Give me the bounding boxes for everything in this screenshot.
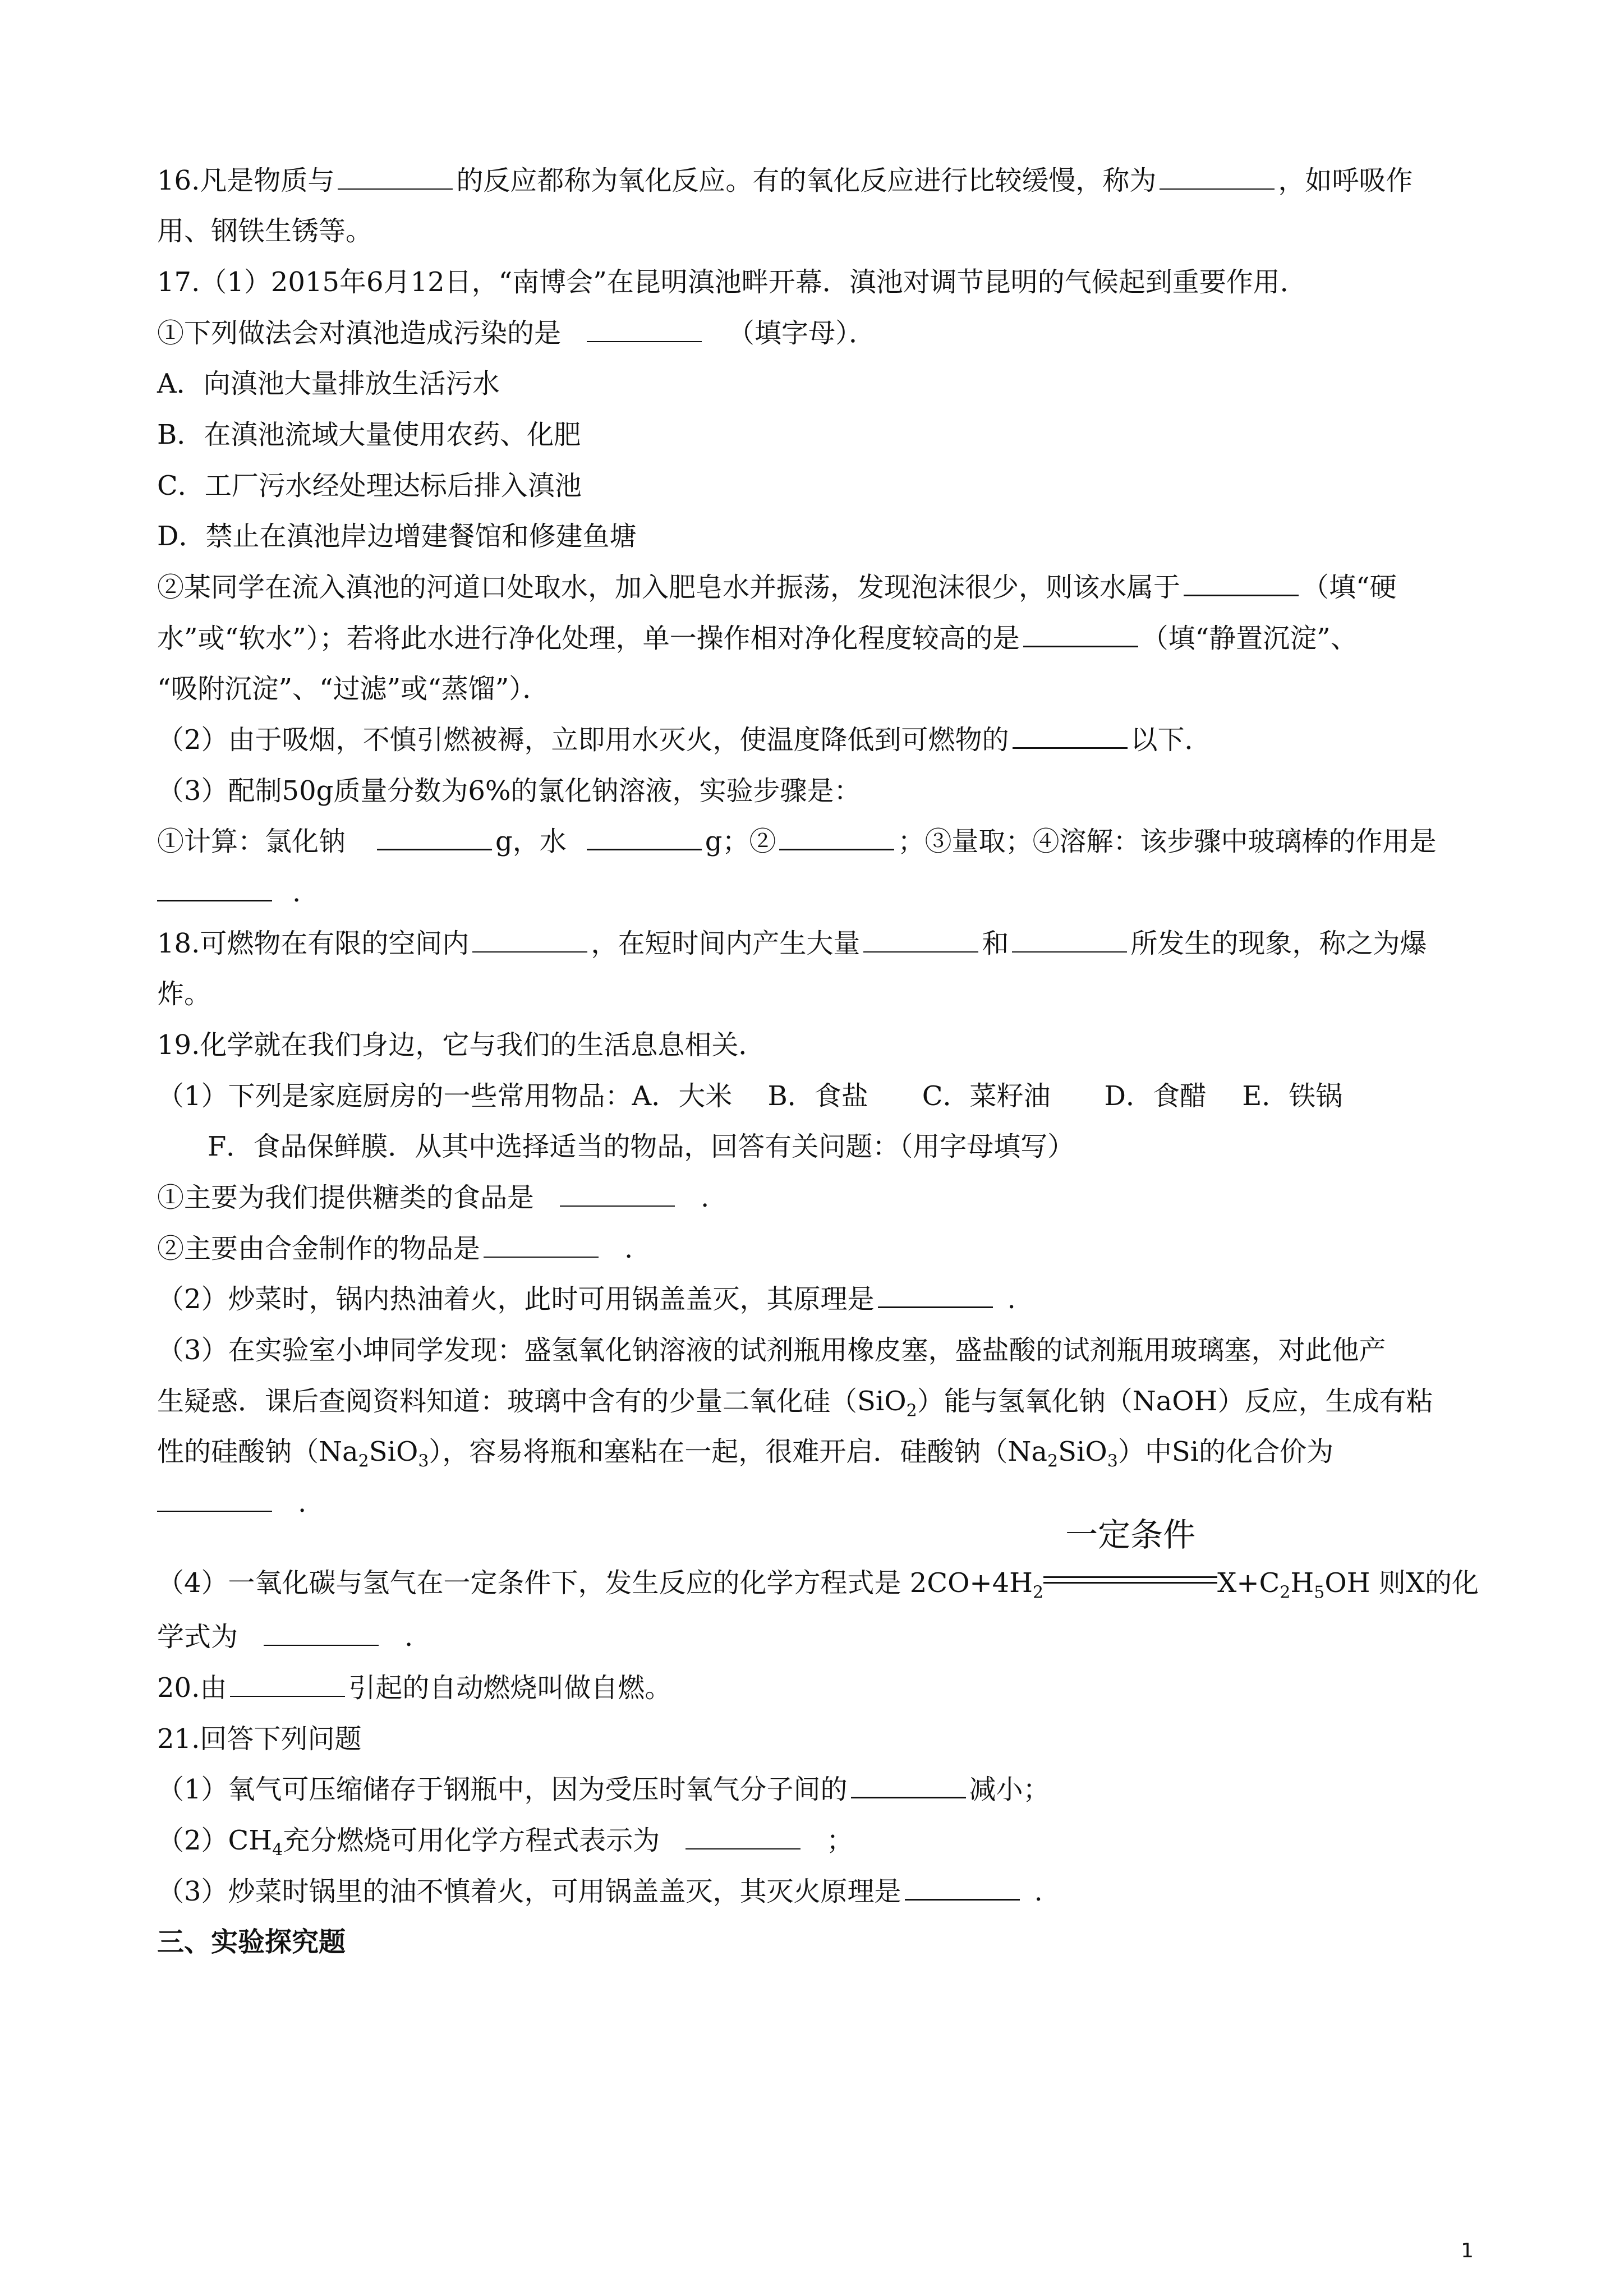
q21-intro <box>157 1722 1515 1756</box>
subscript: 2 <box>358 1451 369 1471</box>
blank <box>157 1488 272 1512</box>
blank <box>1023 623 1138 647</box>
text: （3）配制50g质量分数为6%的氯化钠溶液，实验步骤是： <box>157 775 861 807</box>
text: ②某同学在流入滇池的河道口处取水，加入肥皂水并振荡，发现泡沫很少，则该水属于 <box>157 572 1181 603</box>
text: （3）在实验室小坤同学发现：盛氢氧化钠溶液的试剂瓶用橡皮塞，盛盐酸的试剂瓶用玻璃塞，对此他产 <box>157 1335 1386 1366</box>
condition-label: 一定条件 <box>1065 1516 1196 1554</box>
text: X+C <box>1217 1567 1280 1599</box>
text: （填字母）． <box>728 318 876 349</box>
text: . <box>298 1487 307 1519</box>
q18-line1 <box>157 927 1515 960</box>
text: 引起的自动燃烧叫做自燃。 <box>348 1672 672 1704</box>
subscript: 3 <box>1107 1451 1118 1471</box>
q21-part1 <box>157 1773 1515 1806</box>
q19-part3-line4 <box>157 1486 1515 1520</box>
text: （填“静置沉淀”、 <box>1141 623 1358 654</box>
text: 以下． <box>1130 724 1212 756</box>
text: . <box>624 1233 633 1264</box>
q19-sub1 <box>157 1181 1515 1214</box>
text: 20.由 <box>157 1672 227 1704</box>
blank <box>587 319 702 342</box>
reaction-condition <box>1043 1516 1217 1592</box>
text: SiO <box>1058 1436 1107 1467</box>
text: ①计算：氯化钠 <box>157 826 346 857</box>
section-heading <box>157 1925 1515 1959</box>
text: . <box>404 1621 413 1653</box>
text: ①主要为我们提供糖类的食品是 <box>157 1182 535 1213</box>
text: 21.回答下列问题 <box>157 1723 362 1755</box>
text: ）中Si的化合价为 <box>1117 1436 1334 1467</box>
q19-part3-line1 <box>157 1333 1515 1367</box>
q17-sub2-line3 <box>157 672 1515 706</box>
text: . <box>1034 1876 1043 1907</box>
q17-sub1 <box>157 316 1515 350</box>
text: 炸。 <box>157 978 211 1010</box>
subscript: 2 <box>1280 1582 1291 1603</box>
equals-bar-bottom <box>1043 1582 1217 1584</box>
text: ；③量取；④溶解：该步骤中玻璃棒的作用是 <box>898 826 1437 857</box>
text: （2）炒菜时，锅内热油着火，此时可用锅盖盖灭，其原理是 <box>157 1283 875 1315</box>
q16-line2 <box>157 214 1515 248</box>
blank <box>587 826 702 850</box>
text: . <box>292 877 301 908</box>
text: . <box>701 1182 710 1213</box>
text: D．禁止在滇池岸边增建餐馆和修建鱼塘 <box>157 521 637 552</box>
text: F．食品保鲜膜．从其中选择适当的物品，回答有关问题：（用字母填写） <box>208 1131 1075 1162</box>
blank <box>157 877 272 901</box>
q17-part3 <box>157 774 1515 808</box>
text: SiO <box>369 1436 418 1467</box>
text: 减小； <box>969 1774 1050 1805</box>
text: H <box>1290 1567 1314 1599</box>
q19-part1-line1 <box>157 1079 1515 1113</box>
text: ），容易将瓶和塞粘在一起，很难开启．硅酸钠（Na <box>429 1436 1048 1467</box>
blank <box>377 826 492 850</box>
text: . <box>1007 1283 1016 1315</box>
blank <box>863 929 978 953</box>
text: “吸附沉淀”、“过滤”或“蒸馏”）． <box>157 673 550 705</box>
text: g，水 <box>495 826 567 857</box>
text: 的反应都称为氧化反应。有的氧化反应进行比较缓慢，称为 <box>456 165 1157 196</box>
blank <box>686 1826 801 1849</box>
blank <box>264 1622 379 1646</box>
text: ②主要由合金制作的物品是 <box>157 1233 481 1264</box>
q19-intro <box>157 1028 1515 1062</box>
text: 和 <box>982 928 1009 959</box>
text: （2）由于吸烟，不慎引燃被褥，立即用水灭火，使温度降低到可燃物的 <box>157 724 1009 756</box>
blank <box>905 1876 1020 1901</box>
option-d <box>157 519 1515 553</box>
q19-part3-line2 <box>157 1384 1515 1428</box>
q17-part3-end <box>157 876 1515 909</box>
equals-bar-top <box>1043 1576 1217 1578</box>
q17-sub2-line2 <box>157 622 1515 655</box>
blank <box>1013 725 1128 749</box>
blank <box>779 826 894 850</box>
subscript: 5 <box>1314 1582 1325 1603</box>
text: （4）一氧化碳与氢气在一定条件下，发生反应的化学方程式是 2CO+4H <box>157 1567 1033 1599</box>
blank <box>1012 929 1127 953</box>
text: 生疑惑．课后查阅资料知道：玻璃中含有的少量二氧化硅（SiO <box>157 1386 907 1417</box>
text: A．向滇池大量排放生活污水 <box>157 368 500 399</box>
q20 <box>157 1671 1515 1705</box>
blank <box>484 1234 599 1258</box>
text: 19.化学就在我们身边，它与我们的生活息息相关． <box>157 1029 766 1061</box>
subscript: 4 <box>272 1840 283 1860</box>
blank <box>230 1673 345 1697</box>
q16-line1 <box>157 164 1515 197</box>
subscript: 3 <box>418 1451 429 1471</box>
text: OH 则X的化 <box>1324 1567 1479 1599</box>
q21-part2 <box>157 1824 1515 1867</box>
text: 充分燃烧可用化学方程式表示为 <box>283 1825 660 1856</box>
text: ）能与氢氧化钠（NaOH）反应，生成有粘 <box>917 1386 1433 1417</box>
text: ； <box>826 1825 854 1856</box>
text: 学式为 <box>157 1621 238 1653</box>
subscript: 2 <box>1033 1582 1044 1603</box>
blank <box>851 1774 966 1798</box>
text: （2）CH <box>157 1825 273 1856</box>
q17-part2 <box>157 723 1515 757</box>
page-number: 1 <box>1461 2239 1474 2262</box>
q19-part2 <box>157 1282 1515 1316</box>
option-b <box>157 418 1515 452</box>
blank <box>560 1183 675 1207</box>
blank <box>338 166 453 190</box>
blank <box>472 929 587 953</box>
text: 用、钢铁生锈等。 <box>157 215 373 247</box>
blank <box>1160 166 1275 190</box>
q21-part3 <box>157 1875 1515 1908</box>
blank <box>878 1284 993 1308</box>
text: 水”或“软水”）；若将此水进行净化处理，单一操作相对净化程度较高的是 <box>157 623 1020 654</box>
subscript: 2 <box>906 1401 917 1421</box>
q19-part1-line2 <box>208 1130 1565 1163</box>
q19-part3-line3 <box>157 1435 1515 1479</box>
q19-part4-line1 <box>157 1516 1515 1610</box>
text: C．工厂污水经处理达标后排入滇池 <box>157 470 582 501</box>
text: 所发生的现象，称之为爆 <box>1130 928 1427 959</box>
text: （3）炒菜时锅里的油不慎着火，可用锅盖盖灭，其灭火原理是 <box>157 1876 901 1907</box>
text: ①下列做法会对滇池造成污染的是 <box>157 318 562 349</box>
text: （填“硬 <box>1302 572 1397 603</box>
text: ，在短时间内产生大量 <box>591 928 861 959</box>
q17-part3-steps <box>157 825 1515 858</box>
text: 三、实验探究题 <box>157 1926 346 1958</box>
q18-line2 <box>157 977 1515 1011</box>
q17-sub2-line1 <box>157 570 1515 604</box>
option-a <box>157 367 1515 401</box>
subscript: 2 <box>1047 1451 1059 1471</box>
text: 性的硅酸钠（Na <box>157 1436 358 1467</box>
text: B．在滇池流域大量使用农药、化肥 <box>157 419 581 450</box>
text: 17.（1）2015年6月12日，“南博会”在昆明滇池畔开幕．滇池对调节昆明的气候起到重要作用． <box>157 266 1307 298</box>
option-c <box>157 469 1515 503</box>
q17-intro <box>157 265 1515 299</box>
text: ，如呼吸作 <box>1278 165 1413 196</box>
text: g；② <box>705 826 776 857</box>
text: 16.凡是物质与 <box>157 165 335 196</box>
q19-part4-line2 <box>157 1620 1515 1654</box>
text: （1）下列是家庭厨房的一些常用物品：A．大米 B．食盐 C．菜籽油 D．食醋 E．铁锅 <box>157 1080 1343 1112</box>
text: （1）氧气可压缩储存于钢瓶中，因为受压时氧气分子间的 <box>157 1774 848 1805</box>
text: 18.可燃物在有限的空间内 <box>157 928 470 959</box>
blank <box>1184 572 1299 596</box>
q19-sub2 <box>157 1232 1515 1266</box>
